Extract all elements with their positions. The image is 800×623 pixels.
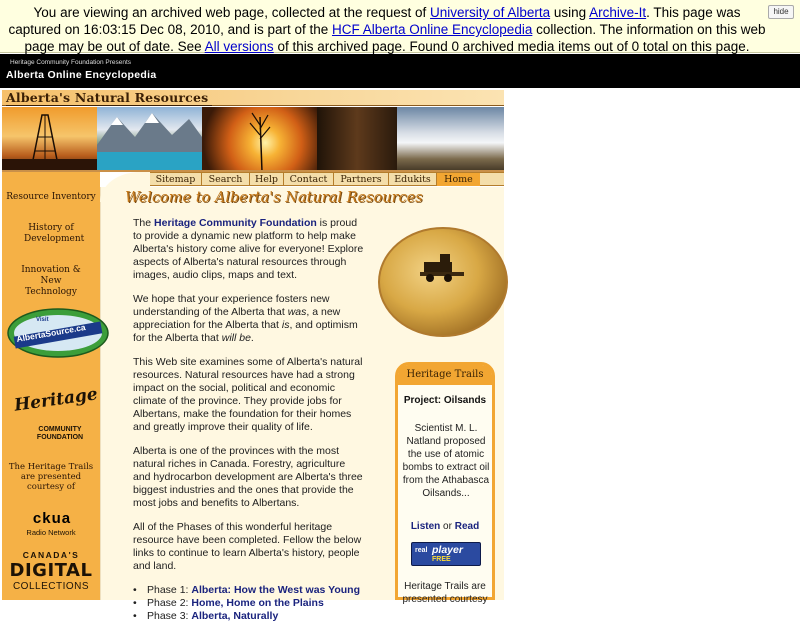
- phase-label: Phase 1:: [147, 584, 192, 596]
- title-underline: [6, 105, 212, 106]
- text: was: [287, 306, 307, 318]
- oil-derrick-photo: [2, 107, 97, 172]
- text: is: [281, 319, 290, 331]
- riches-paragraph: Alberta is one of the provinces with the most natural riches in Canada. Forestry, agriculture and hydrocarbon development are Alberta's three biggest industries and the ones that provide the most jobs and benefits to Albertans.: [133, 445, 363, 509]
- trail-footer-note: Heritage Trails are presented courtesy: [402, 581, 488, 605]
- ckua-text: ckua: [32, 510, 72, 527]
- resources-paragraph: This Web site examines some of Alberta's natural resources. Natural resources have had a strong impact on the social, political and economic climate of the province. They provide jobs for Albertans, make the foundation for their homes and greatly improve their quality of life.: [133, 356, 363, 433]
- community-foundation-word: COMMUNITY FOUNDATION: [36, 426, 84, 441]
- site-header: [0, 54, 800, 88]
- waterfall-photo: [397, 107, 504, 172]
- nav-home[interactable]: Home: [437, 173, 480, 186]
- nav-sitemap[interactable]: Sitemap: [150, 173, 202, 186]
- rp-real-label: real: [415, 547, 428, 554]
- nav-help[interactable]: Help: [250, 173, 284, 186]
- text: , a new appreciation for the Alberta that: [133, 306, 341, 331]
- section-title: Alberta's Natural Resources: [6, 90, 209, 105]
- visit-label: Visit: [36, 317, 49, 323]
- heritage-community-foundation-logo[interactable]: [10, 382, 99, 452]
- text: , and optimism for the Alberta that: [133, 319, 358, 344]
- phase-label: Phase 3:: [147, 610, 192, 622]
- text: .: [250, 332, 254, 344]
- nav-partners[interactable]: Partners: [334, 173, 389, 186]
- realplayer-badge[interactable]: [411, 542, 481, 566]
- albertasource-logo[interactable]: [6, 305, 110, 361]
- sidebar-link-resource-inventory[interactable]: Resource Inventory: [6, 192, 96, 202]
- section-title-bar: [2, 90, 504, 106]
- list-item: [133, 584, 365, 597]
- heritage-word: Heritage: [13, 384, 99, 416]
- all-versions-link[interactable]: All versions: [204, 39, 274, 54]
- welcome-heading: Welcome to Alberta's Natural Resources: [125, 190, 423, 206]
- mountain-lake-photo: [97, 107, 202, 172]
- text: We hope that your experience fosters new understanding of the Alberta that: [133, 293, 330, 318]
- main-nav: [150, 172, 504, 186]
- banner-text: . This page was captured on 16:03:15 Dec 08, 2010, and is part of the: [8, 5, 741, 37]
- trails-courtesy-note: The Heritage Trails are presented courtesy of: [8, 462, 94, 492]
- read-link[interactable]: Read: [454, 521, 480, 532]
- sunset-wheat-photo: [202, 107, 317, 172]
- rp-player-label: player: [432, 544, 463, 556]
- banner-photo-strip: [2, 107, 504, 172]
- university-of-alberta-link[interactable]: University of Alberta: [430, 5, 551, 20]
- combine-icon: [420, 252, 464, 282]
- combine-harvester-photo: [378, 227, 508, 337]
- site-title[interactable]: Alberta Online Encyclopedia: [6, 69, 157, 81]
- ckua-logo[interactable]: [22, 510, 82, 530]
- heritage-trails-box: [395, 362, 495, 605]
- phase-2-link[interactable]: Home, Home on the Plains: [191, 597, 324, 609]
- list-item: [133, 610, 365, 623]
- presents-label: Heritage Community Foundation Presents: [10, 59, 132, 66]
- trail-links: [398, 521, 492, 532]
- trail-project-title: Project: Oilsands: [403, 395, 487, 406]
- trail-description: Scientist M. L. Natland proposed the use of atomic bombs to extract oil from the Athabasca Oilsands...: [402, 423, 490, 499]
- hcf-link[interactable]: Heritage Community Foundation: [154, 217, 317, 229]
- banner-text: collection. The information on this web page may be out of date. See: [24, 22, 766, 54]
- albertasource-label: AlbertaSource.ca: [15, 322, 87, 344]
- left-sidebar: [2, 172, 100, 600]
- phase-list: [133, 584, 365, 623]
- digital-label: DIGITAL: [9, 560, 93, 581]
- text: The: [133, 217, 155, 229]
- canadas-label: CANADA'S: [22, 550, 80, 560]
- banner-text: using: [550, 5, 590, 20]
- hope-paragraph: [133, 293, 365, 345]
- phase-1-link[interactable]: Alberta: How the West was Young: [191, 584, 360, 596]
- archive-it-link[interactable]: Archive-It: [589, 5, 647, 20]
- nav-contact[interactable]: Contact: [284, 173, 334, 186]
- intro-paragraph: [133, 217, 365, 282]
- archive-banner: [0, 0, 800, 53]
- sidebar-link-innovation[interactable]: Innovation & New Technology: [21, 265, 81, 297]
- hide-button[interactable]: hide: [768, 5, 794, 19]
- forest-photo: [317, 107, 397, 172]
- radio-network-label: Radio Network: [26, 528, 76, 537]
- phases-paragraph: All of the Phases of this wonderful heritage resource have been completed. Fellow the below links to continue to learn Alberta's history, people and land.: [133, 521, 362, 572]
- text: will be: [221, 332, 251, 344]
- nav-edukits[interactable]: Edukits: [389, 173, 437, 186]
- or-text: or: [440, 521, 455, 532]
- list-item: [133, 597, 365, 610]
- banner-text: You are viewing an archived web page, collected at the request of: [33, 5, 431, 20]
- heritage-trails-heading: Heritage Trails: [398, 365, 492, 385]
- text: is proud to provide a dynamic new platform to help make Alberta's history come alive for everyone! Explore aspects of Alberta's natural resources through images, audio clips, maps and text.: [133, 217, 364, 281]
- nav-search[interactable]: Search: [202, 173, 250, 186]
- main-text: [133, 217, 365, 623]
- sidebar-link-history[interactable]: History of Development: [24, 223, 85, 244]
- phase-label: Phase 2:: [147, 597, 192, 609]
- collection-link[interactable]: HCF Alberta Online Encyclopedia: [331, 22, 533, 37]
- collections-label: COLLECTIONS: [12, 581, 90, 592]
- rp-free-label: FREE: [432, 556, 451, 563]
- phase-3-link[interactable]: Alberta, Naturally: [191, 610, 279, 622]
- listen-link[interactable]: Listen: [410, 521, 441, 532]
- banner-text: of this archived page. Found 0 archived media items out of 0 total on this page.: [273, 39, 750, 54]
